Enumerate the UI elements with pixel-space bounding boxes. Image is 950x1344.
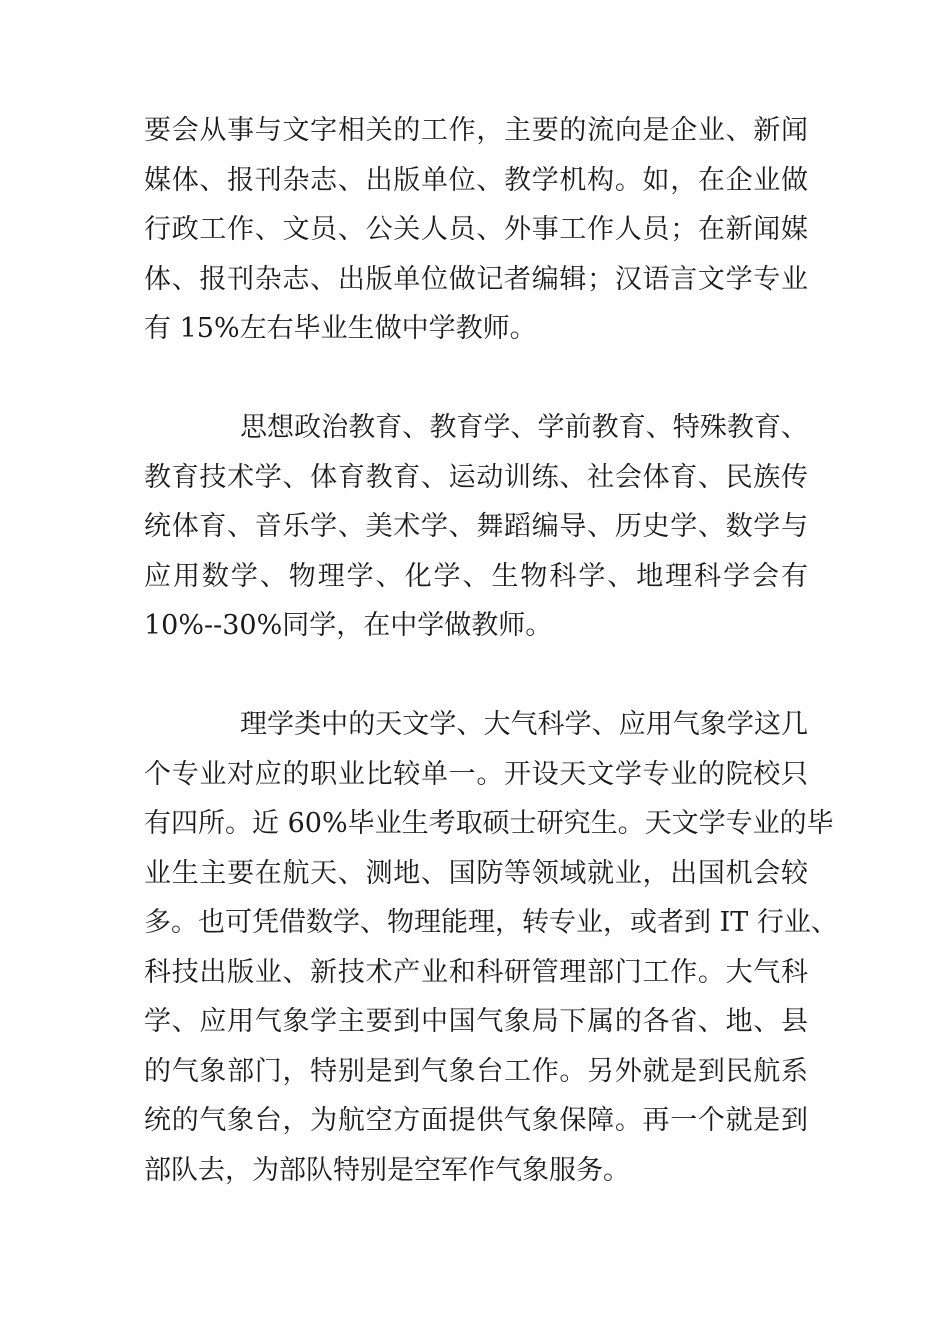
paragraph-3-line-8: 的气象部门，特别是到气象台工作。另外就是到民航系	[144, 1056, 808, 1087]
paragraph-3-line-9: 统的气象台，为航空方面提供气象保障。再一个就是到	[144, 1105, 808, 1136]
paragraph-3-line-2: 个专业对应的职业比较单一。开设天文学专业的院校只	[144, 759, 808, 790]
paragraph-1-line-2: 媒体、报刊杂志、出版单位、教学机构。如，在企业做	[144, 165, 808, 196]
paragraph-3-line-6: 科技出版业、新技术产业和科研管理部门工作。大气科	[144, 957, 808, 988]
paragraph-3-line-10: 部队去，为部队特别是空军作气象服务。	[144, 1155, 630, 1186]
paragraph-3-line-5: 多。也可凭借数学、物理能理，转专业，或者到 IT 行业、	[144, 907, 838, 938]
paragraph-3-line-7: 学、应用气象学主要到中国气象局下属的各省、地、县	[144, 1006, 808, 1037]
paragraph-2-line-5: 10%--30%同学，在中学做教师。	[144, 610, 553, 641]
paragraph-3-line-4: 业生主要在航天、测地、国防等领域就业，出国机会较	[144, 858, 808, 889]
paragraph-2-line-3: 统体育、音乐学、美术学、舞蹈编导、历史学、数学与	[144, 511, 808, 542]
paragraph-1-line-4: 体、报刊杂志、出版单位做记者编辑；汉语言文学专业	[144, 264, 808, 295]
paragraph-3-line-3: 有四所。近 60%毕业生考取硕士研究生。天文学专业的毕	[144, 808, 834, 839]
paragraph-2-line-4: 应用数学、物理学、化学、生物科学、地理科学会有	[144, 561, 808, 592]
paragraph-2-line-2: 教育技术学、体育教育、运动训练、社会体育、民族传	[144, 462, 808, 493]
paragraph-1-line-3: 行政工作、文员、公关人员、外事工作人员；在新闻媒	[144, 214, 808, 245]
paragraph-1-line-1: 要会从事与文字相关的工作，主要的流向是企业、新闻	[144, 115, 808, 146]
paragraph-2-line-1: 思想政治教育、教育学、学前教育、特殊教育、	[240, 412, 808, 443]
paragraph-3-line-1: 理学类中的天文学、大气科学、应用气象学这几	[240, 709, 808, 740]
paragraph-1-line-5: 有 15%左右毕业生做中学教师。	[144, 313, 537, 344]
